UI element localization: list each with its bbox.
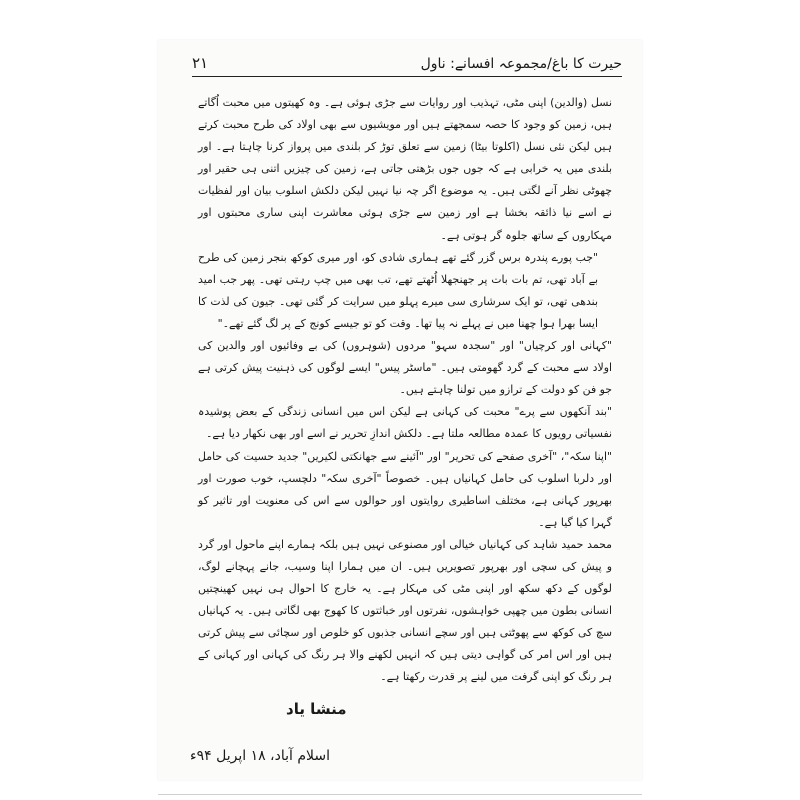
place-and-date: اسلام آباد، ۱۸ اپریل ۹۴ء xyxy=(190,748,330,764)
paragraph-3: "کہانی اور کرچیاں" اور "سجدہ سہو" مردوں (شوہروں) کی بے وفائیوں اور والدین کی اولاد سے محبت کے گرد گھومتی ہیں۔ "ماسٹر پیس" ایسے لوگوں کی ذہنیت پیش کرتی ہے جو فن کو دولت کے ترازو میں تولنا چاہتے ہیں۔ xyxy=(198,339,612,397)
paragraph-5: "اپنا سکہ"، "آخری صفحے کی تحریر" اور "آئینے سے جھانکتی لکیریں" جدید حسیت کی حامل اور دلربا اسلوب کی حامل کہانیاں ہیں۔ خصوصاً "آخری سکہ" دلچسپ، خوب صورت اور بھرپور کہانی ہے، مختلف اساطیری روایتوں اور حوالوں سے اس کی معنویت اور تاثیر کو گہرا کیا گیا ہے۔ xyxy=(198,449,612,529)
page-body xyxy=(198,92,612,689)
paragraph-1: نسل (والدین) اپنی مٹی، تہذیب اور روایات سے جڑی ہوئی ہے۔ وہ کھیتوں میں محبت اُگاتے ہیں، زمین کو وجود کا حصہ سمجھتے ہیں اور مویشیوں سے بھی اولاد کی طرح محبت کرتے ہیں لیکن نئی نسل (اکلوتا بیٹا) زمین سے تعلق توڑ کر بلندی میں پرواز کرنا چاہتا ہے۔ اور بلندی میں یہ خرابی ہے کہ جوں جوں بڑھتی جاتی ہے، زمین کی چیزیں اتنی ہی حقیر اور چھوٹی نظر آنے لگتی ہیں۔ یہ موضوع اگر چہ نیا نہیں لیکن دلکش اسلوب بیان اور لفظیات نے اسے نیا ذائقہ بخشا ہے اور زمین سے جڑی ہوئی معاشرت اپنی ساری محبتوں اور مہکاروں کے ساتھ جلوہ گر ہوتی ہے۔ xyxy=(198,96,612,242)
paragraph-4: "بند آنکھوں سے پرے" محبت کی کہانی ہے لیکن اس میں انسانی زندگی کے بعض پوشیدہ نفسیاتی رویوں کا عمدہ مطالعہ ملتا ہے۔ دلکش اندازِ تحریر نے اسے اور بھی نکھار دیا ہے۔ xyxy=(198,405,612,441)
book-page xyxy=(158,40,642,780)
quote-paragraph: "جب پورے پندرہ برس گزر گئے تھے ہماری شادی کو، اور میری کوکھ بنجر زمین کی طرح بے آباد تھی، تم بات بات پر جھنجھلا اُٹھتے تھے، تب بھی میں چپ رہتی تھی۔ پھر جب امید بندھی تھی، تو ایک سرشاری سی میرے پہلو میں سرایت کر گئی تھی۔ جیون کی لذت کا ایسا بھرا ہوا چھنا میں نے پہلے نہ پیا تھا۔ وقت کو تو جیسے کونج کے پر لگ گئے تھے۔" xyxy=(198,250,598,330)
paragraph-6: محمد حمید شاہد کی کہانیاں خیالی اور مصنوعی نہیں ہیں بلکہ ہمارے اپنے ماحول اور گرد و پیش کی سچی اور بھرپور تصویریں ہیں۔ ان میں ہمارا اپنا وسیب، جانے پہچانے لوگ، لوگوں کے دکھ سکھ اور اپنی مٹی کی مہکار ہے۔ یہ خارج کا احوال ہی نہیں کھینچتیں انسانی بطون میں چھپی خواہشوں، نفرتوں اور خباثتوں کا کھوج بھی لگاتی ہیں۔ یہ کہانیاں سچ کی کوکھ سے پھوٹتی ہیں اور سچے انسانی جذبوں کو خلوص اور سچائی سے پیش کرتی ہیں اور اس امر کی گواہی دیتی ہیں کہ انہیں لکھنے والا ہر رنگ کی کہانی اور کہانی کے ہر رنگ کو اپنی گرفت میں لینے پر قدرت رکھتا ہے۔ xyxy=(198,537,612,684)
running-title: حیرت کا باغ/مجموعہ افسانے: ناول xyxy=(420,56,622,72)
page-header xyxy=(192,42,622,77)
page-number: ٢١ xyxy=(192,54,209,72)
page-bottom-edge xyxy=(158,794,642,795)
author-signature: منشا یاد xyxy=(286,700,347,718)
